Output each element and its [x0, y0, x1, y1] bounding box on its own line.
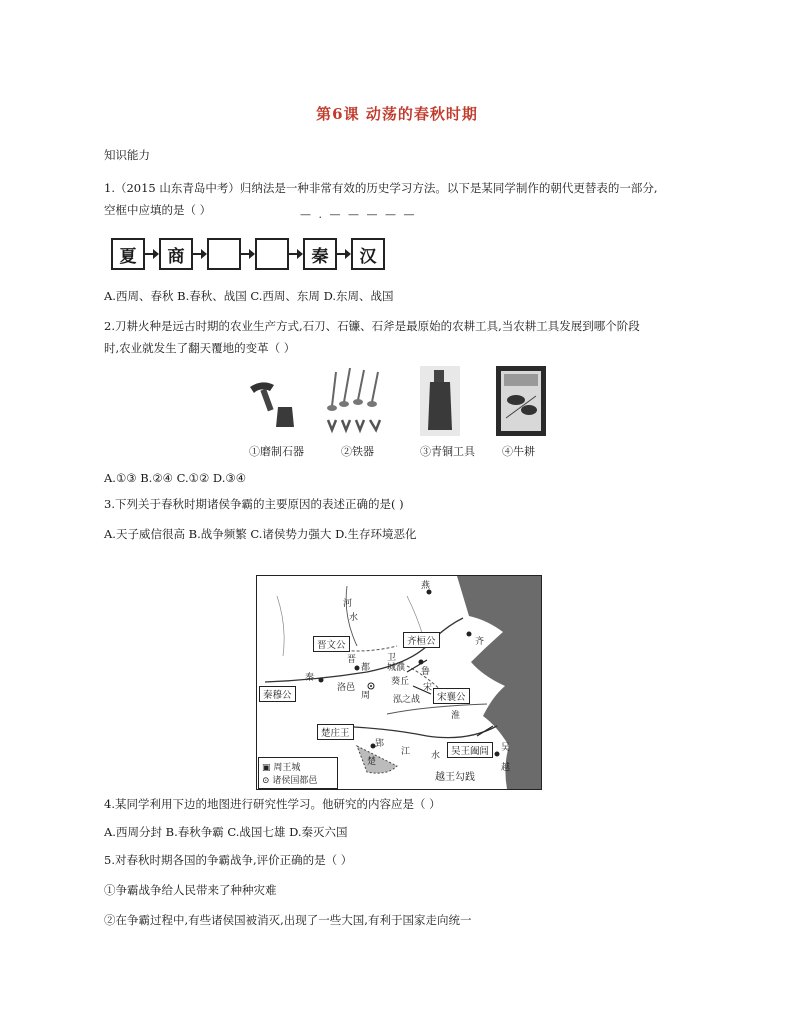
tool-caption: ④牛耕 [502, 445, 535, 458]
q2-stem-line1: 2.刀耕火种是远古时期的农业生产方式,石刀、石镰、石斧是最原始的农耕工具,当农耕工具发展到哪个阶段 [104, 319, 640, 333]
map-label: 齐 [475, 637, 485, 647]
q3-options: A.天子威信很高 B.战争频繁 C.诸侯势力强大 D.生存环境恶化 [104, 527, 417, 541]
map-label: 淮 [451, 711, 461, 721]
map-label: 河 [343, 599, 353, 609]
arrow-icon [193, 238, 207, 270]
dynasty-box: 夏 [111, 238, 145, 270]
spring-autumn-hegemony-map [256, 575, 542, 790]
q2-stem-line2: 时,农业就发生了翻天覆地的变革（ ） [104, 341, 296, 355]
dynasty-flow-chart [111, 236, 385, 272]
map-label: 葵丘 [391, 677, 410, 687]
legend-label: 诸侯国都邑 [272, 776, 318, 786]
map-label: 卫 [387, 653, 397, 663]
map-label: 水 [349, 613, 359, 623]
map-label: 泓之战 [393, 695, 421, 705]
dynasty-box-blank [207, 238, 241, 270]
map-label: 越王勾践 [435, 772, 475, 783]
map-label: 洛邑 [337, 683, 356, 693]
arrow-icon [289, 238, 303, 270]
q5-stem: 5.对春秋时期各国的争霸战争,评价正确的是（ ） [104, 853, 353, 867]
tool-caption: ③青铜工具 [420, 445, 475, 458]
map-label: 宋 [423, 683, 433, 693]
dynasty-box-blank [255, 238, 289, 270]
iron-tools-image [322, 364, 392, 436]
legend-label: 周王城 [273, 763, 301, 773]
arrow-icon [145, 238, 159, 270]
map-label: 越 [501, 763, 511, 773]
bronze-tool-image [420, 366, 460, 436]
q5-statement-1: ①争霸战争给人民带来了种种灾难 [104, 883, 277, 897]
q2-options: A.①③ B.②④ C.①② D.③④ [104, 471, 247, 485]
map-label: 都 [361, 663, 371, 673]
map-ruler-box: 齐桓公 [403, 632, 440, 648]
q1-stem-line2: 空框中应填的是（ ） [104, 203, 212, 217]
dynasty-box: 汉 [351, 238, 385, 270]
dynasty-box: 商 [159, 238, 193, 270]
dynasty-box: 秦 [303, 238, 337, 270]
map-label: 晋 [347, 655, 357, 665]
legend-item-royal-city: ▣ 周王城 [262, 763, 301, 773]
q4-stem: 4.某同学利用下边的地图进行研究性学习。他研究的内容应是（ ） [104, 797, 441, 811]
map-label: 水 [431, 751, 441, 761]
map-label: 吴 [501, 743, 511, 753]
map-legend [258, 757, 338, 789]
map-ruler-box: 晋文公 [313, 636, 350, 652]
section-heading: 知识能力 [104, 148, 150, 162]
q5-statement-2: ②在争霸过程中,有些诸侯国被消灭,出现了一些大国,有利于国家走向统一 [104, 913, 472, 927]
map-ruler-box: 吴王阖闾 [447, 742, 493, 758]
arrow-icon [241, 238, 255, 270]
map-label: 城濮 [387, 663, 406, 673]
ox-plow-image [496, 366, 546, 436]
map-ruler-box: 宋襄公 [433, 688, 470, 704]
q3-stem: 3.下列关于春秋时期诸侯争霸的主要原因的表述正确的是( ) [104, 497, 404, 511]
map-label: 郢 [375, 739, 385, 749]
polished-stone-tool-image [244, 375, 304, 435]
map-label: 楚 [367, 757, 377, 767]
map-label: 周 [361, 691, 371, 701]
map-label: 燕 [421, 581, 431, 591]
q1-dash-line: — . — — — — — [300, 208, 417, 221]
legend-item-state-capital: ⊙ 诸侯国都邑 [262, 776, 318, 786]
map-ruler-box: 楚庄王 [317, 724, 354, 740]
map-label: 鲁 [421, 667, 431, 677]
q4-options: A.西周分封 B.春秋争霸 C.战国七雄 D.秦灭六国 [104, 825, 348, 839]
map-ruler-box: 秦穆公 [259, 686, 296, 702]
map-label: 江 [401, 747, 411, 757]
q1-stem-line1: 1.（2015 山东青岛中考）归纳法是一种非常有效的历史学习方法。以下是某同学制作的朝代更替表的一部分, [104, 181, 658, 195]
tool-caption: ①磨制石器 [249, 445, 304, 458]
q1-options: A.西周、春秋 B.春秋、战国 C.西周、东周 D.东周、战国 [104, 289, 394, 303]
page-title: 第6课 动荡的春秋时期 [316, 105, 478, 123]
arrow-icon [337, 238, 351, 270]
map-label: 秦 [305, 673, 315, 683]
tool-caption: ②铁器 [341, 445, 374, 458]
